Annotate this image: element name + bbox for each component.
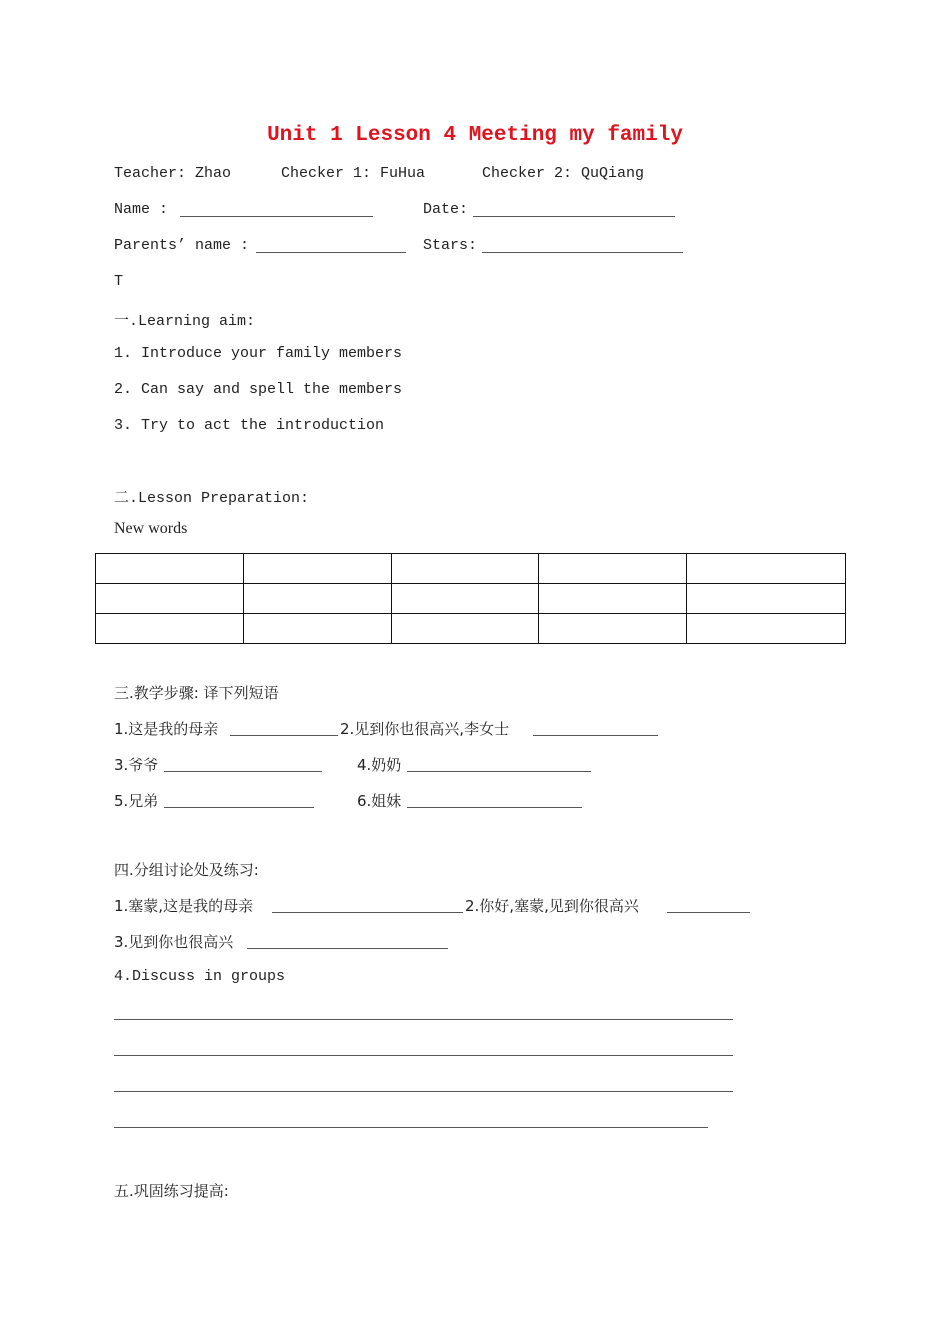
- answer-blank[interactable]: [407, 807, 582, 808]
- table-cell[interactable]: [96, 554, 244, 584]
- writing-line[interactable]: [114, 1091, 733, 1092]
- answer-blank[interactable]: [164, 807, 314, 808]
- date-label: Date:: [423, 201, 469, 218]
- table-cell[interactable]: [243, 614, 391, 644]
- exercise-item: 1.塞蒙,这是我的母亲: [114, 897, 254, 915]
- table-cell[interactable]: [243, 584, 391, 614]
- table-row: [96, 614, 846, 644]
- teacher-label: Teacher: Zhao: [114, 165, 232, 182]
- checker1-label: Checker 1: FuHua: [281, 165, 426, 182]
- group-discussion-heading: 四.分组讨论处及练习:: [114, 861, 259, 879]
- phrase-item: 3.爷爷: [114, 756, 159, 774]
- parents-name-field[interactable]: [256, 252, 406, 253]
- answer-blank[interactable]: [164, 771, 322, 772]
- table-cell[interactable]: [391, 554, 539, 584]
- table-cell[interactable]: [243, 554, 391, 584]
- page-title: Unit 1 Lesson 4 Meeting my family: [267, 124, 683, 147]
- checker2-label: Checker 2: QuQiang: [482, 165, 645, 182]
- stars-field[interactable]: [482, 252, 683, 253]
- exercise-item: 4.Discuss in groups: [114, 968, 286, 985]
- phrase-item: 2.见到你也很高兴,李女士: [340, 720, 510, 738]
- table-cell[interactable]: [539, 614, 687, 644]
- table-cell[interactable]: [687, 614, 846, 644]
- aim-item: 3. Try to act the introduction: [114, 417, 385, 434]
- date-field[interactable]: [473, 216, 675, 217]
- name-label: Name :: [114, 201, 169, 218]
- answer-blank[interactable]: [247, 948, 448, 949]
- new-words-label: New words: [114, 520, 188, 537]
- answer-blank[interactable]: [272, 912, 463, 913]
- table-cell[interactable]: [391, 614, 539, 644]
- aim-item: 1. Introduce your family members: [114, 345, 403, 362]
- exercise-item: 2.你好,塞蒙,见到你很高兴: [465, 897, 639, 915]
- phrase-item: 4.奶奶: [357, 756, 402, 774]
- table-cell[interactable]: [96, 584, 244, 614]
- parents-name-label: Parents’ name :: [114, 237, 250, 254]
- exercise-item: 3.见到你也很高兴: [114, 933, 234, 951]
- table-cell[interactable]: [687, 554, 846, 584]
- stars-label: Stars:: [423, 237, 478, 254]
- table-row: [96, 554, 846, 584]
- answer-blank[interactable]: [407, 771, 591, 772]
- stray-letter: T: [114, 273, 124, 290]
- phrase-item: 5.兄弟: [114, 792, 159, 810]
- table-cell[interactable]: [539, 584, 687, 614]
- consolidation-heading: 五.巩固练习提高:: [114, 1182, 229, 1200]
- phrase-item: 6.姐妹: [357, 792, 402, 810]
- table-cell[interactable]: [687, 584, 846, 614]
- writing-line[interactable]: [114, 1055, 733, 1056]
- answer-blank[interactable]: [667, 912, 750, 913]
- aim-item: 2. Can say and spell the members: [114, 381, 403, 398]
- table-row: [96, 584, 846, 614]
- new-words-table: [95, 553, 846, 644]
- writing-line[interactable]: [114, 1019, 733, 1020]
- table-cell[interactable]: [391, 584, 539, 614]
- table-cell[interactable]: [96, 614, 244, 644]
- learning-aim-heading: 一.Learning aim:: [114, 313, 256, 330]
- phrase-item: 1.这是我的母亲: [114, 720, 219, 738]
- writing-line[interactable]: [114, 1127, 708, 1128]
- teaching-steps-heading: 三.教学步骤: 译下列短语: [114, 684, 279, 702]
- name-field[interactable]: [180, 216, 373, 217]
- answer-blank[interactable]: [533, 735, 658, 736]
- table-cell[interactable]: [539, 554, 687, 584]
- answer-blank[interactable]: [230, 735, 338, 736]
- lesson-preparation-heading: 二.Lesson Preparation:: [114, 490, 310, 507]
